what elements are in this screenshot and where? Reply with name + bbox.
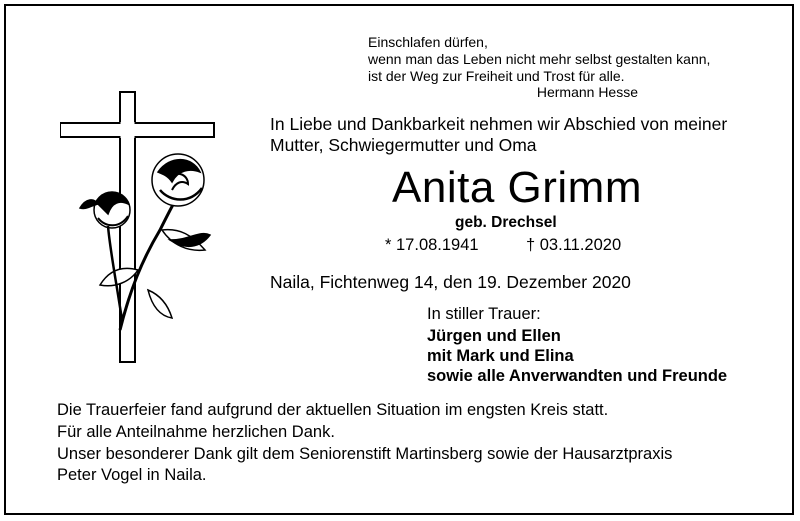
mourner-line: sowie alle Anverwandten und Freunde <box>427 367 728 385</box>
quote-author: Hermann Hesse <box>536 84 638 100</box>
quote-line: wenn man das Leben nicht mehr selbst gestalten kann, <box>368 51 711 67</box>
rose-icon <box>80 154 210 330</box>
intro-line: In Liebe und Dankbarkeit nehmen wir Abschied von meiner <box>270 114 728 134</box>
birth-date: * 17.08.1941 <box>385 236 479 254</box>
intro-line: Mutter, Schwiegermutter und Oma <box>270 135 537 155</box>
cross-and-rose-illustration <box>60 90 230 380</box>
mourner-line: Jürgen und Ellen <box>427 327 561 345</box>
mourners-heading: In stiller Trauer: <box>427 305 541 323</box>
cross-icon <box>60 92 214 362</box>
note-line: Unser besonderer Dank gilt dem Seniorenstift Martinsberg sowie der Hausarztpraxis <box>57 445 673 463</box>
deceased-name: Anita Grimm <box>392 163 642 212</box>
intro-text <box>270 114 727 156</box>
quote-line: Einschlafen dürfen, <box>368 34 488 50</box>
quote-line: ist der Weg zur Freiheit und Trost für alle. <box>368 68 625 84</box>
maiden-name: geb. Drechsel <box>455 214 557 231</box>
note-line: Für alle Anteilnahme herzlichen Dank. <box>57 423 335 441</box>
note-line: Peter Vogel in Naila. <box>57 466 207 484</box>
mourner-line: mit Mark und Elina <box>427 347 574 365</box>
place-and-date: Naila, Fichtenweg 14, den 19. Dezember 2020 <box>270 272 631 292</box>
quote <box>368 34 710 85</box>
note-line: Die Trauerfeier fand aufgrund der aktuellen Situation im engsten Kreis statt. <box>57 401 609 419</box>
death-date: † 03.11.2020 <box>526 236 622 254</box>
